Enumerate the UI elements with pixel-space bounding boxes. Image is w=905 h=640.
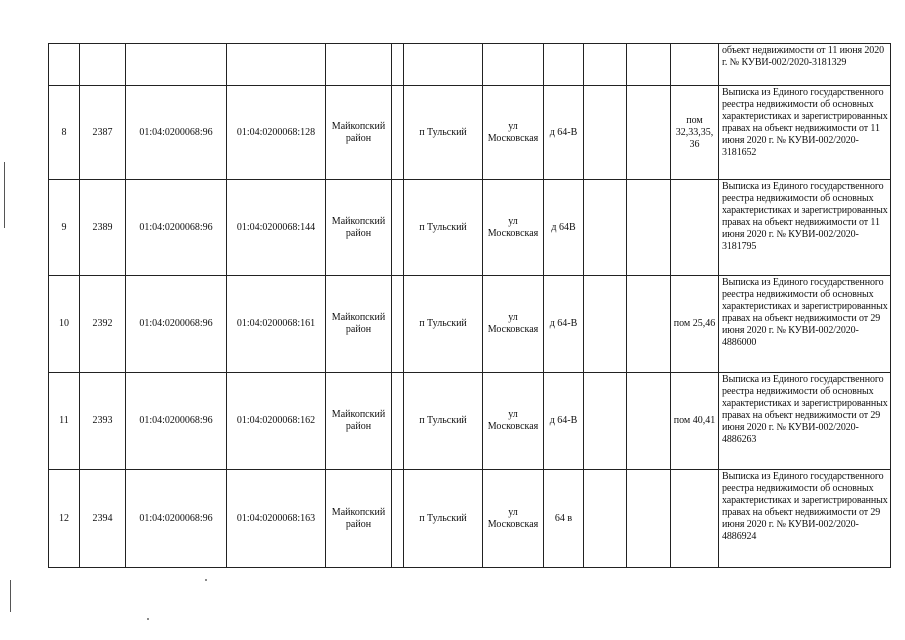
cadastral-number-cell: 01:04:0200068:144 [227, 180, 326, 276]
settlement-cell: п Тульский [404, 470, 483, 568]
cadastral-number-cell: 01:04:0200068:161 [227, 276, 326, 373]
district-cell [326, 44, 392, 86]
room-cell: пом 32,33,35, 36 [671, 86, 719, 180]
street-cell: ул Московская [483, 276, 544, 373]
cadastral-number-cell: 01:04:0200068:163 [227, 470, 326, 568]
record-id-cell: 2392 [80, 276, 126, 373]
street-cell: ул Московская [483, 180, 544, 276]
cadastral-number-cell [227, 44, 326, 86]
table-row [49, 86, 891, 180]
empty-cell [392, 44, 404, 86]
parent-cadastral-cell [126, 44, 227, 86]
street-cell: ул Московская [483, 373, 544, 470]
house-cell: д 64-В [544, 276, 584, 373]
empty-cell [584, 44, 627, 86]
empty-cell [584, 470, 627, 568]
row-number-cell: 12 [49, 470, 80, 568]
room-cell: пом 40,41 [671, 373, 719, 470]
row-number-cell [49, 44, 80, 86]
settlement-cell: п Тульский [404, 180, 483, 276]
empty-cell [392, 180, 404, 276]
record-id-cell: 2393 [80, 373, 126, 470]
room-cell: пом 25,46 [671, 276, 719, 373]
room-cell [671, 180, 719, 276]
empty-cell [584, 180, 627, 276]
table-row [49, 470, 891, 568]
cadastral-number-cell: 01:04:0200068:128 [227, 86, 326, 180]
scan-speck [147, 618, 149, 620]
house-cell: д 64-В [544, 86, 584, 180]
parent-cadastral-cell: 01:04:0200068:96 [126, 276, 227, 373]
scan-margin-mark [4, 162, 5, 228]
settlement-cell: п Тульский [404, 373, 483, 470]
registry-table [48, 43, 891, 568]
table-row [49, 276, 891, 373]
table-row [49, 180, 891, 276]
parent-cadastral-cell: 01:04:0200068:96 [126, 470, 227, 568]
parent-cadastral-cell: 01:04:0200068:96 [126, 180, 227, 276]
district-cell: Майкопский район [326, 276, 392, 373]
parent-cadastral-cell: 01:04:0200068:96 [126, 86, 227, 180]
empty-cell [627, 180, 671, 276]
row-number-cell: 9 [49, 180, 80, 276]
district-cell: Майкопский район [326, 470, 392, 568]
cadastral-number-cell: 01:04:0200068:162 [227, 373, 326, 470]
street-cell: ул Московская [483, 470, 544, 568]
empty-cell [584, 276, 627, 373]
settlement-cell: п Тульский [404, 86, 483, 180]
document-cell: Выписка из Единого государственного реестра недвижимости об основных характеристиках и зарегистрированных правах на объект недвижимости от 29 июня 2020 г. № КУВИ-002/2020-4886924 [719, 470, 891, 568]
empty-cell [627, 470, 671, 568]
record-id-cell: 2389 [80, 180, 126, 276]
row-number-cell: 8 [49, 86, 80, 180]
district-cell: Майкопский район [326, 86, 392, 180]
house-cell [544, 44, 584, 86]
district-cell: Майкопский район [326, 180, 392, 276]
document-cell: Выписка из Единого государственного реестра недвижимости об основных характеристиках и зарегистрированных правах на объект недвижимости от 11 июня 2020 г. № КУВИ-002/2020-3181652 [719, 86, 891, 180]
settlement-cell: п Тульский [404, 276, 483, 373]
empty-cell [392, 276, 404, 373]
settlement-cell [404, 44, 483, 86]
scan-margin-mark [10, 580, 11, 612]
document-cell: Выписка из Единого государственного реестра недвижимости об основных характеристиках и зарегистрированных правах на объект недвижимости от 29 июня 2020 г. № КУВИ-002/2020-4886000 [719, 276, 891, 373]
scan-speck [205, 579, 207, 581]
table-row [49, 44, 891, 86]
district-cell: Майкопский район [326, 373, 392, 470]
street-cell: ул Московская [483, 86, 544, 180]
table-row [49, 373, 891, 470]
empty-cell [392, 86, 404, 180]
house-cell: д 64В [544, 180, 584, 276]
document-cell: Выписка из Единого государственного реестра недвижимости об основных характеристиках и зарегистрированных правах на объект недвижимости от 29 июня 2020 г. № КУВИ-002/2020-4886263 [719, 373, 891, 470]
empty-cell [584, 373, 627, 470]
empty-cell [627, 276, 671, 373]
record-id-cell [80, 44, 126, 86]
row-number-cell: 11 [49, 373, 80, 470]
record-id-cell: 2394 [80, 470, 126, 568]
document-cell: Выписка из Единого государственного реестра недвижимости об основных характеристиках и зарегистрированных правах на объект недвижимости от 11 июня 2020 г. № КУВИ-002/2020-3181795 [719, 180, 891, 276]
document-cell: объект недвижимости от 11 июня 2020 г. № КУВИ-002/2020-3181329 [719, 44, 891, 86]
room-cell [671, 44, 719, 86]
row-number-cell: 10 [49, 276, 80, 373]
empty-cell [584, 86, 627, 180]
record-id-cell: 2387 [80, 86, 126, 180]
registry-table-body [49, 44, 891, 568]
empty-cell [627, 86, 671, 180]
empty-cell [392, 373, 404, 470]
parent-cadastral-cell: 01:04:0200068:96 [126, 373, 227, 470]
street-cell [483, 44, 544, 86]
empty-cell [627, 373, 671, 470]
room-cell [671, 470, 719, 568]
empty-cell [392, 470, 404, 568]
empty-cell [627, 44, 671, 86]
house-cell: 64 в [544, 470, 584, 568]
house-cell: д 64-В [544, 373, 584, 470]
